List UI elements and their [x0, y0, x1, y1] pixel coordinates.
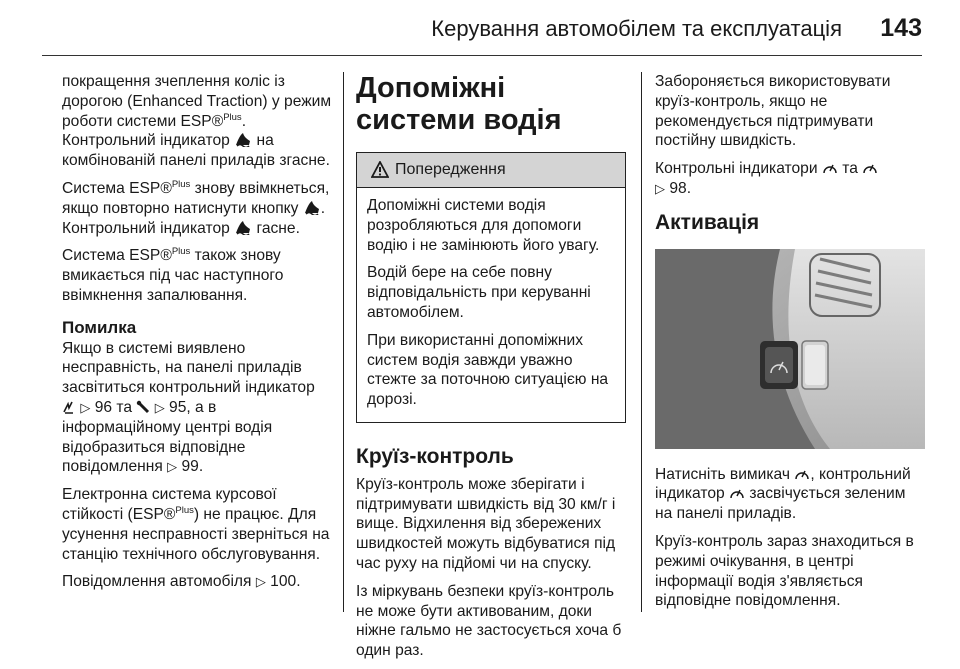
- paragraph-standby: Круїз-контроль зараз знаходиться в режимі очікування, в центрі інформації водія з'являється відповідне повідомлення.: [655, 532, 914, 610]
- warning-title: Попередження: [395, 161, 506, 178]
- page-header: [0, 0, 960, 60]
- paragraph-fault: Якщо в системі виявлено несправність, на панелі приладів засвітиться контрольний індикатор ▷ 96 та ▷ 95, а в інформаційному центрі водія відобразиться відповідне повідомлення ▷ 99.: [62, 339, 315, 476]
- warning-text: При використанні допоміжних систем водія завжди уважно стежте за поточною ситуацією на дорозі.: [367, 331, 609, 409]
- cruise-control-icon: [729, 486, 745, 500]
- section-title-cruise-control: Круїз-контроль: [356, 444, 514, 468]
- warning-header: [357, 153, 625, 188]
- cruise-control-icon: [822, 161, 838, 175]
- warning-text: Допоміжні системи водія розробляються для допомоги водію і не замінюють його увагу.: [367, 197, 600, 254]
- cruise-control-icon: [862, 161, 878, 175]
- column-divider-1: [343, 72, 344, 612]
- paragraph-press-switch: Натисніть вимикач , контрольний індикатор засвічується зеленим на панелі приладів.: [655, 465, 911, 523]
- paragraph-cruise-prohibited: Забороняється використовувати круїз-контроль, якщо не рекомендується підтримувати постійну швидкість.: [655, 73, 891, 150]
- reference-arrow-icon: ▷: [255, 574, 266, 590]
- paragraph-cruise-speed: Круїз-контроль може зберігати і підтримувати швидкість від 30 км/г і вище. Відхилення від збережених швидкостей можуть відбуватися під час руху на підйомі чи на спуску.: [356, 475, 616, 572]
- reference-arrow-icon: ▷: [154, 399, 165, 415]
- warning-text: Водій бере на себе повну відповідальність при керуванні автомобілем.: [367, 264, 591, 321]
- warning-body: [357, 188, 625, 422]
- cruise-control-icon: [794, 467, 810, 481]
- header-title: Керування автомобілем та експлуатація: [431, 16, 842, 41]
- warning-box: [356, 152, 626, 423]
- column-divider-2: [641, 72, 642, 612]
- heading-error: Помилка: [62, 317, 137, 337]
- paragraph-cruise-safety: Із міркувань безпеки круїз-контроль не може бути активованим, доки ніжне гальмо не застосується хоча б один раз.: [356, 582, 622, 660]
- reference-arrow-icon: ▷: [167, 459, 178, 475]
- paragraph-indicators: Контрольні індикатори та ▷ 98.: [655, 159, 925, 199]
- reference-arrow-icon: ▷: [80, 399, 91, 415]
- esp-off-icon: [234, 132, 252, 147]
- paragraph-vehicle-messages: Повідомлення автомобіля ▷ 100.: [62, 573, 301, 591]
- column-middle: [356, 72, 626, 669]
- esp-off-icon: [303, 200, 321, 215]
- column-right: [655, 72, 925, 619]
- paragraph-traction: покращення зчеплення коліс із дорогою (Enhanced Traction) у режим роботи системи ESP®$^{Plus}$. Контрольний індикатор на комбінованій панелі приладів згасне.: [62, 73, 332, 170]
- paragraph-ignition: Система ESP®$^{Plus}$ також знову вмикається під час наступного ввімкнення запалювання.: [62, 246, 284, 304]
- heading-activation: Активація: [655, 210, 760, 234]
- paragraph-esp-on: Система ESP®$^{Plus}$ знову ввімкнеться, якщо повторно натиснути кнопку . Контрольний індикатор гасне.: [62, 178, 330, 237]
- wrench-icon: [136, 400, 150, 414]
- esp-off-icon: [234, 220, 252, 235]
- header-divider: [42, 55, 922, 56]
- service-icon: [62, 400, 76, 414]
- cruise-switch-photo: [655, 249, 925, 449]
- section-title-driver-assist: Допоміжні системи водія: [356, 72, 562, 136]
- warning-triangle-icon: [371, 161, 389, 178]
- page-number: 143: [880, 14, 922, 42]
- paragraph-esp-fault: Електронна система курсової стійкості (ESP®$^{Plus}$) не працює. Для усунення несправності зверніться на станцію технічного обслуговування.: [62, 486, 330, 563]
- column-left: [62, 72, 332, 600]
- reference-arrow-icon: ▷: [655, 180, 665, 196]
